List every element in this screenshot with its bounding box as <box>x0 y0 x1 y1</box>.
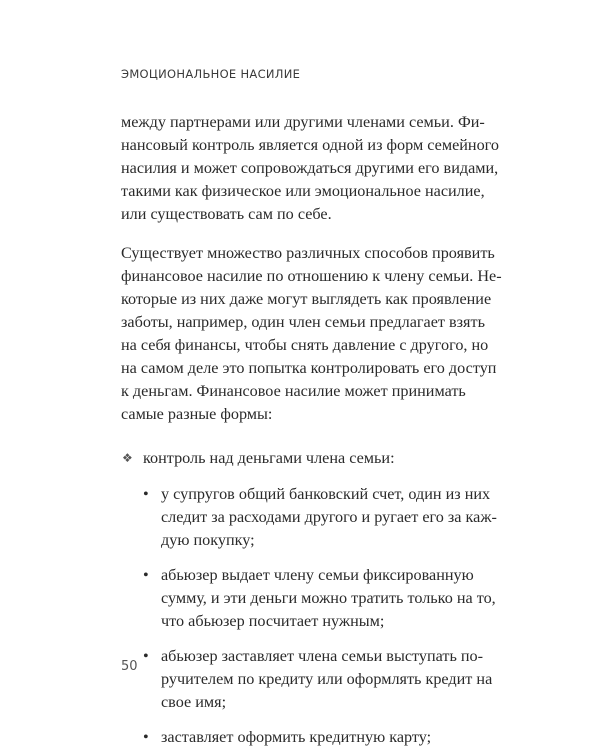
bullet-icon: • <box>143 647 149 665</box>
bullet-icon: • <box>143 566 149 584</box>
running-head: ЭМОЦИОНАЛЬНОЕ НАСИЛИЕ <box>121 67 301 81</box>
text-line: самые разные формы: <box>121 405 273 423</box>
text-line: или существовать сам по себе. <box>121 205 332 223</box>
text-line: что абьюзер посчитает нужным; <box>161 612 385 630</box>
body-text <box>121 111 502 749</box>
text-line: нансовый контроль является одной из форм семейного <box>121 136 500 154</box>
bullet-icon: • <box>143 485 149 503</box>
sub-list <box>121 483 497 749</box>
list-item <box>121 564 496 633</box>
page-number: 50 <box>121 659 138 674</box>
text-line: у супругов общий банковский счет, один из них <box>161 485 491 503</box>
text-line: на себя финансы, чтобы снять давление с другого, но <box>121 336 489 354</box>
text-line: сумму, и эти деньги можно тратить только на то, <box>161 589 496 607</box>
bullet-icon: • <box>143 728 149 746</box>
text-line: следит за расходами другого и ругает его за каж- <box>161 508 497 526</box>
list-item <box>121 726 487 749</box>
list-label: контроль над деньгами члена семьи: <box>143 449 395 467</box>
text-line: заботы, например, один член семьи предлагает взять <box>121 313 485 331</box>
text-line: дую покупку; <box>161 531 255 549</box>
text-line: такими как физическое или эмоциональное насилие, <box>121 182 485 200</box>
text-line: заставляет оформить кредитную карту; <box>161 728 432 746</box>
list-item-level-1 <box>121 447 487 470</box>
paragraph <box>121 111 500 226</box>
list-item <box>121 483 497 552</box>
diamond-bullet-icon: ❖ <box>122 451 133 465</box>
text-line: которые из них даже могут выглядеть как проявление <box>121 290 492 308</box>
text-line: абьюзер выдает члену семьи фиксированную <box>161 566 474 584</box>
text-line: абьюзер заставляет члена семьи выступать по- <box>161 647 484 665</box>
text-line: свое имя; <box>161 693 227 711</box>
text-line: финансовое насилие по отношению к члену семьи. Не- <box>121 267 502 285</box>
list-item <box>121 645 493 714</box>
text-line: Существует множество различных способов проявить <box>121 244 495 262</box>
text-line: между партнерами или другими членами семьи. Фи- <box>121 113 485 131</box>
text-line: на самом деле это попытка контролировать его доступ <box>121 359 497 377</box>
bullet-list <box>121 447 497 749</box>
text-line: ручителем по кредиту или оформлять кредит на <box>161 670 493 688</box>
text-line: к деньгам. Финансовое насилие может принимать <box>121 382 466 400</box>
text-line: насилия и может сопровождаться другими его видами, <box>121 159 499 177</box>
paragraph <box>121 242 502 426</box>
